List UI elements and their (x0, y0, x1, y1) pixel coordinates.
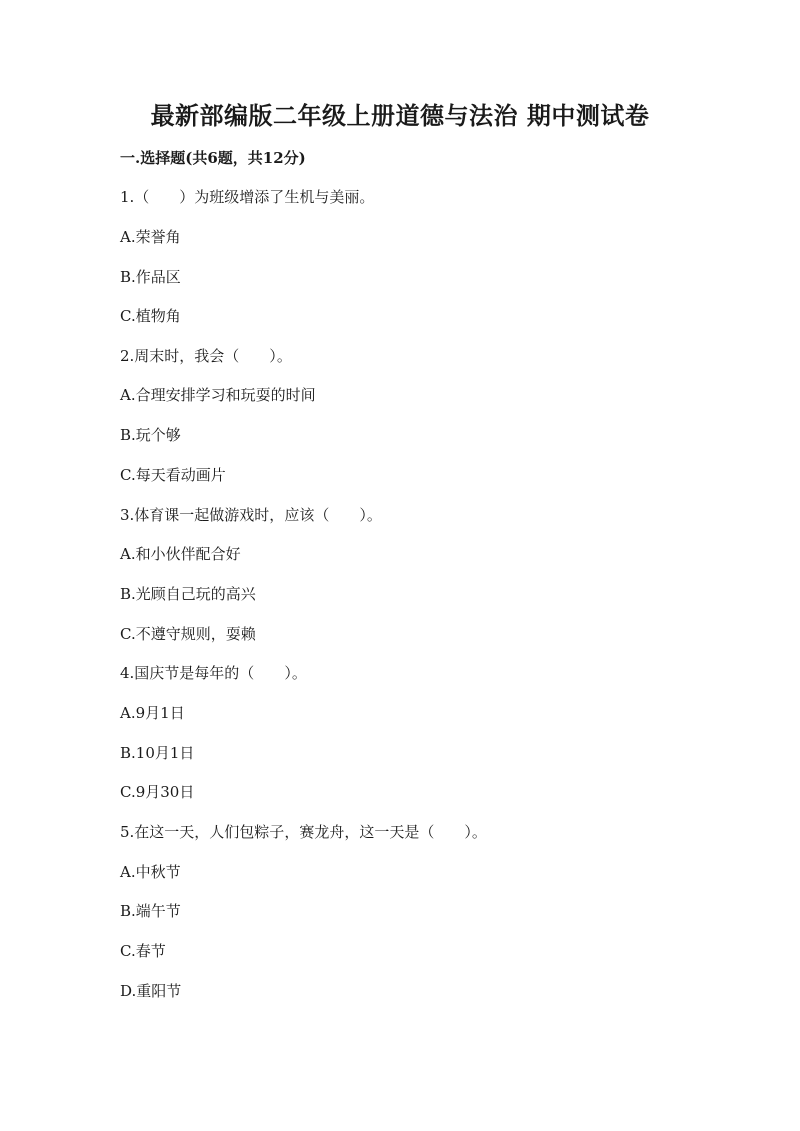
question-option: C.9月30日 (120, 783, 195, 801)
question-option: C.植物角 (120, 307, 181, 325)
question-option: B.端午节 (120, 902, 181, 920)
question-option: B.10月1日 (120, 744, 195, 762)
question-option: A.中秋节 (120, 863, 181, 881)
question-option: C.春节 (120, 942, 166, 960)
question-option: C.不遵守规则，耍赖 (120, 625, 256, 643)
question-option: B.玩个够 (120, 426, 181, 444)
question-option: A.9月1日 (120, 704, 185, 722)
question-option: C.每天看动画片 (120, 466, 226, 484)
document-title: 最新部编版二年级上册道德与法治 期中测试卷 (150, 101, 650, 130)
question-stem: 2.周末时，我会（ ）。 (120, 347, 292, 365)
question-option: A.合理安排学习和玩耍的时间 (120, 386, 316, 404)
question-stem: 1.（ ）为班级增添了生机与美丽。 (120, 188, 375, 206)
question-option: A.和小伙伴配合好 (120, 545, 241, 563)
question-stem: 3.体育课一起做游戏时，应该（ ）。 (120, 506, 382, 524)
question-option: B.作品区 (120, 268, 181, 286)
question-stem: 4.国庆节是每年的（ ）。 (120, 664, 307, 682)
question-stem: 5.在这一天，人们包粽子，赛龙舟，这一天是（ ）。 (120, 823, 487, 841)
question-option: A.荣誉角 (120, 228, 181, 246)
question-option: B.光顾自己玩的高兴 (120, 585, 256, 603)
section-heading: 一.选择题(共6题，共12分) (120, 149, 306, 167)
question-option: D.重阳节 (120, 982, 182, 1000)
